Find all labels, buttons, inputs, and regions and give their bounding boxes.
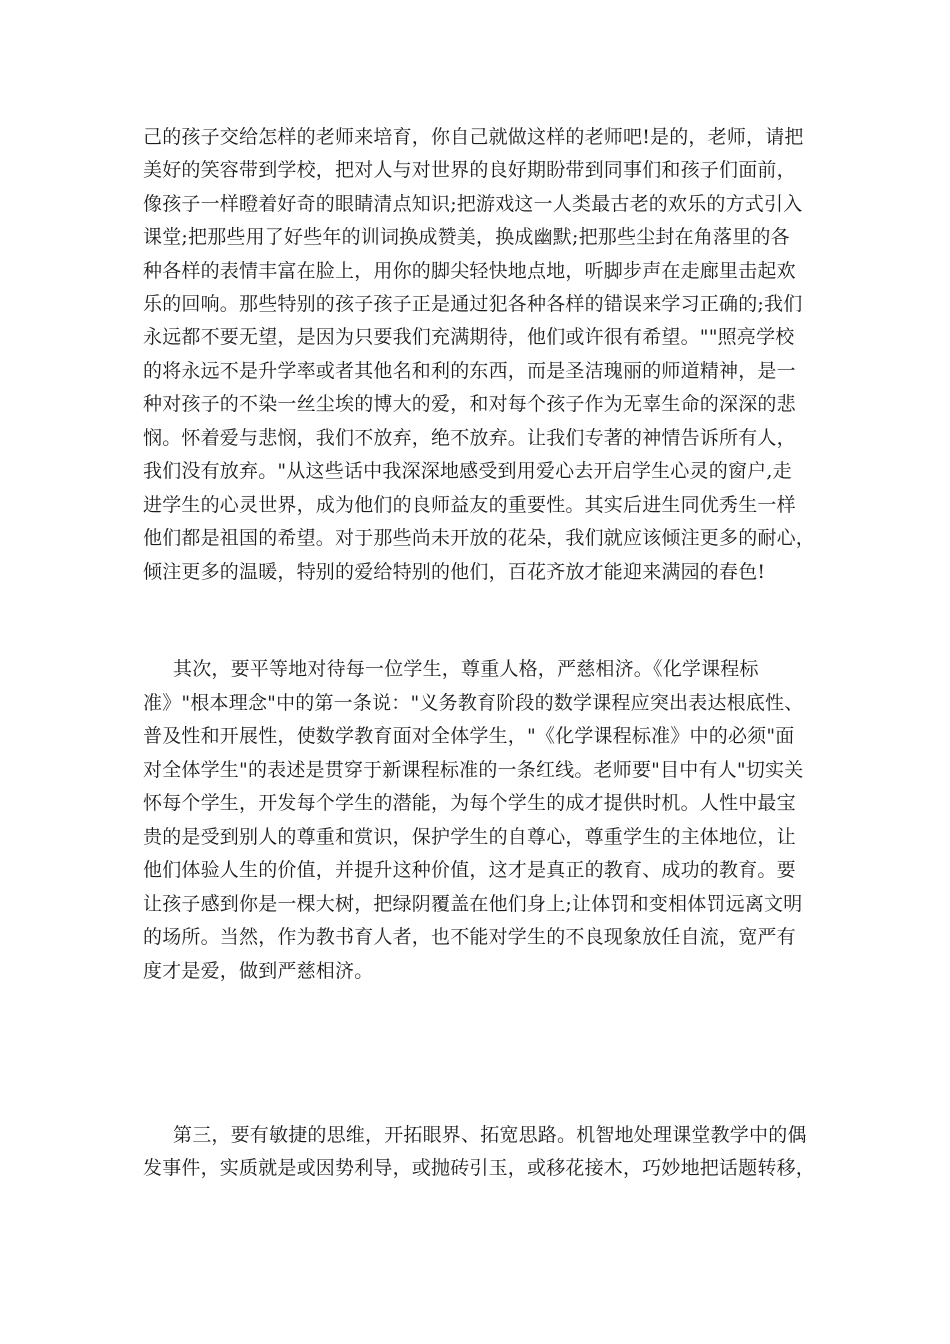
text-line: 课堂;把那些用了好些年的训词换成赞美，换成幽默;把那些尘封在角落里的各 bbox=[143, 226, 790, 248]
text-line: 像孩子一样瞪着好奇的眼睛清点知识;把游戏这一人类最古老的欢乐的方式引入 bbox=[143, 193, 803, 215]
text-line: 其次，要平等地对待每一位学生，尊重人格，严慈相济。《化学课程标 bbox=[173, 658, 759, 680]
text-line: 悯。怀着爱与悲悯，我们不放弃，绝不放弃。让我们专著的神情告诉所有人， bbox=[143, 427, 796, 449]
text-line: 对全体学生"的表述是贯穿于新课程标准的一条红线。老师要"目中有人"切实关 bbox=[143, 759, 804, 781]
text-line: 发事件，实质就是或因势利导，或抛砖引玉，或移花接木，巧妙地把话题转移， bbox=[143, 1157, 816, 1179]
text-line: 我们没有放弃。"从这些话中我深深地感受到用爱心去开启学生心灵的窗户,走 bbox=[143, 460, 792, 482]
text-line: 怀每个学生，开发每个学生的潜能，为每个学生的成才提供时机。人性中最宝 bbox=[143, 792, 796, 814]
text-line: 种对孩子的不染一丝尘埃的博大的爱，和对每个孩子作为无辜生命的深深的悲 bbox=[143, 393, 796, 415]
text-line: 美好的笑容带到学校，把对人与对世界的良好期盼带到同事们和孩子们面前， bbox=[143, 159, 796, 181]
text-line: 普及性和开展性，使数学教育面对全体学生，"《化学课程标准》中的必须"面 bbox=[143, 725, 795, 747]
text-line: 倾注更多的温暖，特别的爱给特别的他们，百花齐放才能迎来满园的春色! bbox=[143, 561, 766, 583]
text-line: 准》"根本理念"中的第一条说："义务教育阶段的数学课程应突出表达根底性、 bbox=[143, 692, 804, 714]
text-line: 的场所。当然，作为教书育人者，也不能对学生的不良现象放任自流，宽严有 bbox=[143, 926, 796, 948]
text-line: 的将永远不是升学率或者其他名和利的东西，而是圣洁瑰丽的师道精神，是一 bbox=[143, 360, 796, 382]
text-line: 永远都不要无望，是因为只要我们充满期待，他们或许很有希望。""照亮学校 bbox=[143, 326, 795, 348]
text-line: 己的孩子交给怎样的老师来培育，你自己就做这样的老师吧!是的，老师，请把 bbox=[143, 126, 804, 148]
text-line: 他们体验人生的价值，并提升这种价值，这才是真正的教育、成功的教育。要 bbox=[143, 859, 796, 881]
text-line: 度才是爱，做到严慈相济。 bbox=[143, 960, 374, 982]
text-line: 他们都是祖国的希望。对于那些尚未开放的花朵，我们就应该倾注更多的耐心， bbox=[143, 527, 816, 549]
text-line: 让孩子感到你是一棵大树，把绿阴覆盖在他们身上;让体罚和变相体罚远离文明 bbox=[143, 893, 803, 915]
text-line: 第三，要有敏捷的思维，开拓眼界、拓宽思路。机智地处理课堂教学中的偶 bbox=[173, 1124, 807, 1146]
text-line: 乐的回响。那些特别的孩子孩子正是通过犯各种各样的错误来学习正确的;我们 bbox=[143, 293, 803, 315]
text-line: 贵的是受到别人的尊重和赏识，保护学生的自尊心，尊重学生的主体地位，让 bbox=[143, 826, 796, 848]
text-line: 种各样的表情丰富在脸上，用你的脚尖轻快地点地，听脚步声在走廊里击起欢 bbox=[143, 260, 796, 282]
text-line: 进学生的心灵世界，成为他们的良师益友的重要性。其实后进生同优秀生一样 bbox=[143, 494, 796, 516]
